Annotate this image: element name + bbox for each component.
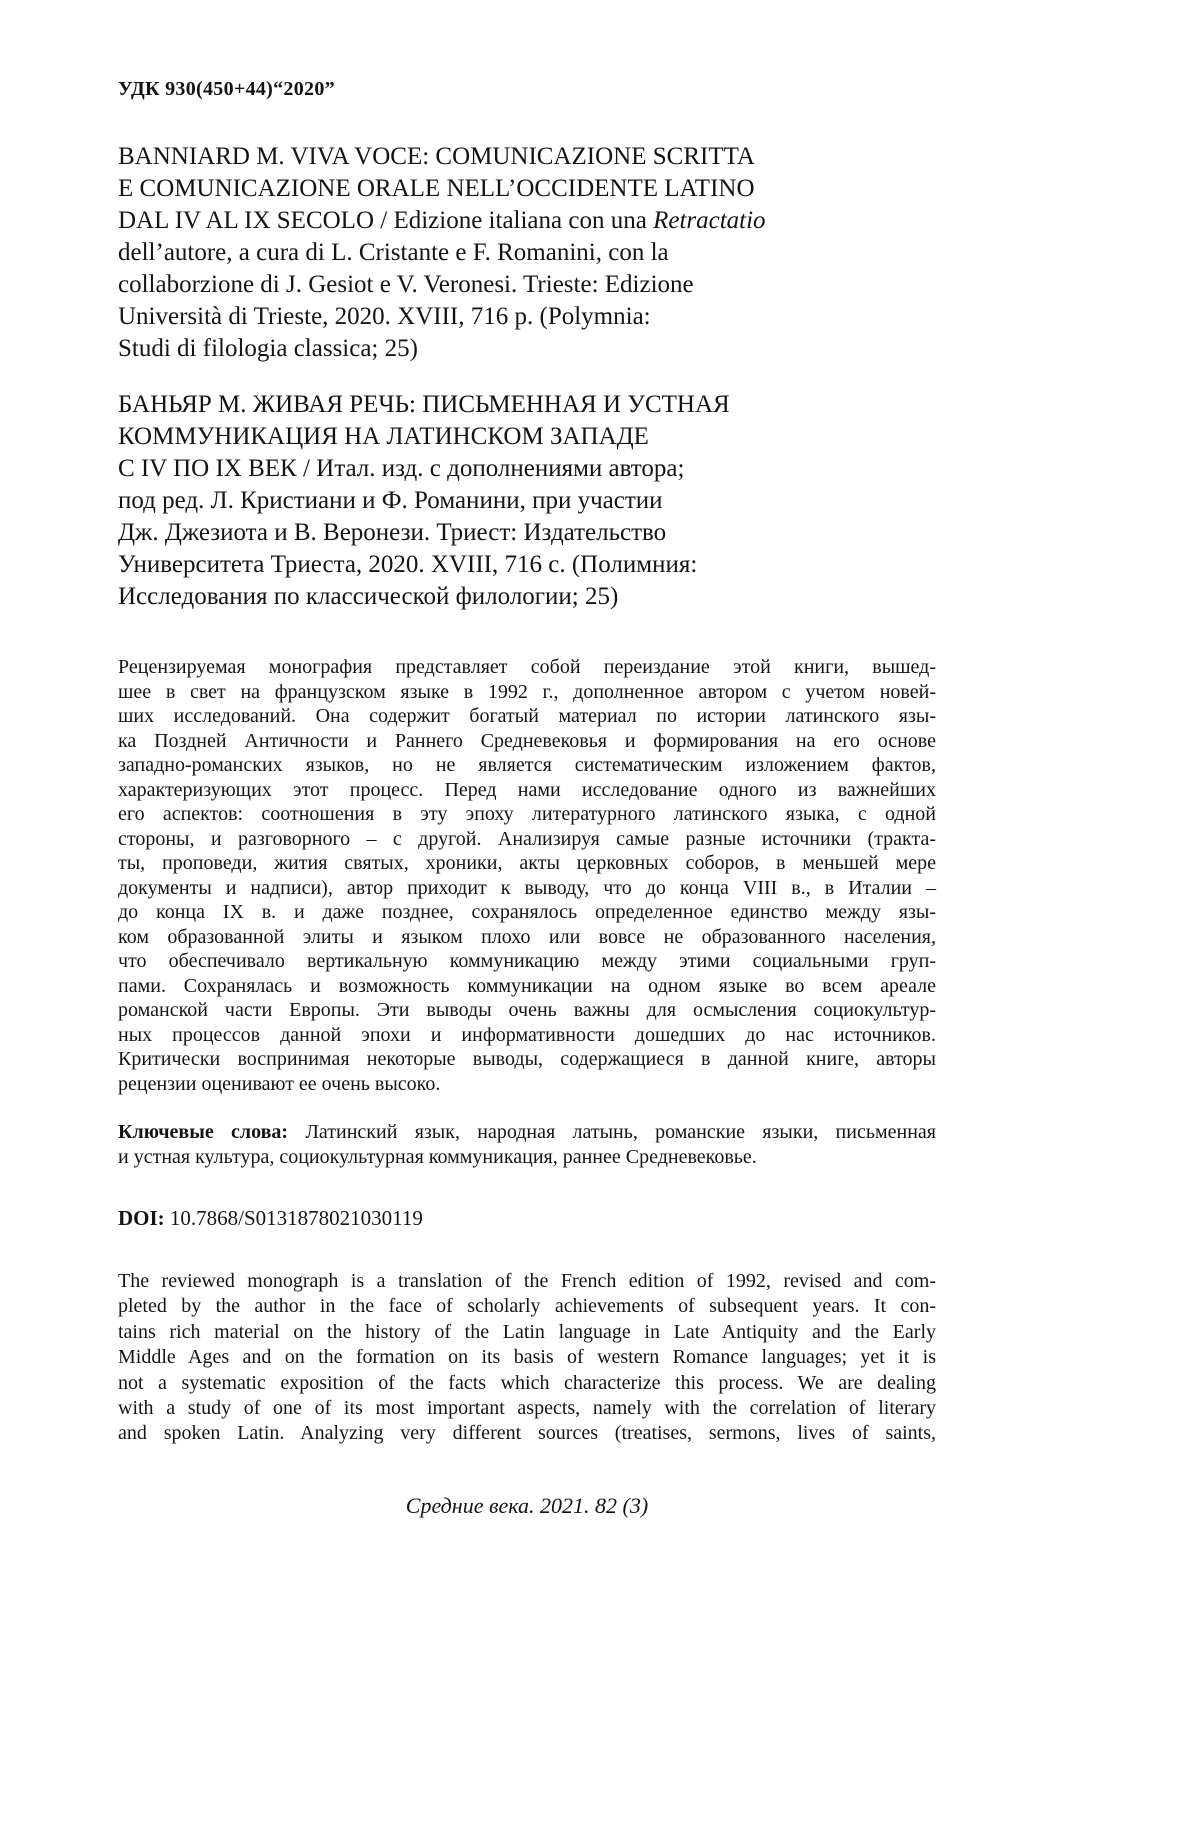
udc-code: УДК 930(450+44)“2020” (118, 78, 335, 100)
document-page (118, 0, 936, 1519)
text-line: Критически воспринимая некоторые выводы, содержащиеся в данной книге, авторы (118, 1048, 936, 1070)
text-line: Университета Триеста, 2020. XVIII, 716 с. (Полимния: (118, 551, 698, 578)
text-line: до конца IX в. и даже позднее, сохранялось определенное единство между язы- (118, 901, 936, 923)
text-line: его аспектов: соотношения в эту эпоху литературного латинского языка, с одной (118, 803, 936, 825)
text-line: БАНЬЯР М. ЖИВАЯ РЕЧЬ: ПИСЬМЕННАЯ И УСТНАЯ (118, 391, 730, 418)
doi-value: 10.7868/S0131878021030119 (164, 1206, 423, 1230)
text-line: шее в свет на французском языке в 1992 г., дополненное автором с учетом новей- (118, 680, 936, 703)
text-line: Рецензируемая монография представляет собой переиздание этой книги, вышед- (118, 656, 936, 678)
text-line: рецензии оценивают ее очень высоко. (118, 1072, 441, 1095)
text-line: Исследования по классической филологии; 25) (118, 583, 619, 610)
abstract-russian (118, 655, 936, 1096)
citation-line-with-italic (118, 205, 936, 237)
keywords-line: и устная культура, социокультурная коммуникация, раннее Средневековье. (118, 1146, 757, 1168)
citation-text: DAL IV AL IX SECOLO / Edizione italiana con una (118, 207, 654, 234)
keywords-label: Ключевые слова: (118, 1121, 289, 1143)
keywords-line (118, 1120, 936, 1145)
text-line: Studi di filologia classica; 25) (118, 335, 418, 362)
text-line: пами. Сохранялась и возможность коммуникации на одном языке во всем ареале (118, 974, 936, 997)
text-line: ком образованной элиты и языком плохо или вовсе не образованного населения, (118, 925, 936, 948)
text-line: pleted by the author in the face of scholarly achievements of subsequent years. It con- (118, 1295, 936, 1318)
citation-russian (118, 389, 936, 613)
text-line: КОММУНИКАЦИЯ НА ЛАТИНСКОМ ЗАПАДЕ (118, 423, 649, 450)
citation-original-lines-before (118, 141, 936, 205)
text-line: Дж. Джезиота и В. Веронези. Триест: Издательство (118, 519, 667, 546)
text-line: под ред. Л. Кристиани и Ф. Романини, при участии (118, 487, 663, 514)
text-line: характеризующих этот процесс. Перед нами исследование одного из важнейших (118, 778, 936, 801)
abstract-english (118, 1269, 936, 1447)
text-line: not a systematic exposition of the facts which characterize this process. We are dealing (118, 1371, 936, 1394)
text-line: dell’autore, a cura di L. Cristante e F. Romanini, con la (118, 239, 669, 266)
text-line: tains rich material on the history of the Latin language in Late Antiquity and the Early (118, 1320, 936, 1343)
text-line: ших исследований. Она содержит богатый материал по истории латинского язы- (118, 705, 936, 727)
text-line: что обеспечивало вертикальную коммуникацию между этими социальными груп- (118, 950, 936, 972)
journal-footer: Средние века. 2021. 82 (3) (405, 1492, 649, 1518)
text-line: С IV ПО IX ВЕК / Итал. изд. с дополнениями автора; (118, 455, 685, 482)
keywords-block (118, 1120, 936, 1170)
keywords-text: Латинский язык, народная латынь, романские языки, письменная (288, 1121, 936, 1143)
text-line: ты, проповеди, жития святых, хроники, акты церковных соборов, в меньшей мере (118, 852, 936, 874)
text-line: BANNIARD M. VIVA VOCE: COMUNICAZIONE SCRITTA (118, 143, 755, 170)
text-line: документы и надписи), автор приходит к выводу, что до конца VIII в., в Италии – (118, 876, 936, 899)
text-line: E COMUNICAZIONE ORALE NELL’OCCIDENTE LATINO (118, 175, 755, 202)
work-title-italic: Retractatio (653, 207, 766, 234)
text-line: and spoken Latin. Analyzing very different sources (treatises, sermons, lives of saints, (118, 1422, 936, 1445)
text-line: with a study of one of its most important aspects, namely with the correlation of literary (118, 1397, 936, 1420)
citation-original-lines-after (118, 237, 936, 365)
citation-original (118, 141, 936, 365)
text-line: стороны, и разговорного – с другой. Анализируя самые разные источники (тракта- (118, 827, 936, 850)
text-line: ных процессов данной эпохи и информативности дошедших до нас источников. (118, 1023, 936, 1046)
text-line: collaborzione di J. Gesiot e V. Veronesi. Trieste: Edizione (118, 271, 694, 298)
doi-label: DOI: (118, 1206, 165, 1230)
text-line: ка Поздней Античности и Раннего Средневековья и формирования на его основе (118, 729, 936, 752)
text-line: Università di Trieste, 2020. XVIII, 716 p. (Polymnia: (118, 303, 651, 330)
text-line: Middle Ages and on the formation on its basis of western Romance languages; yet it is (118, 1346, 936, 1369)
text-line: романской части Европы. Эти выводы очень важны для осмысления социокультур- (118, 999, 936, 1021)
text-line: западно-романских языков, но не является систематическим изложением фактов, (118, 754, 936, 776)
text-line: The reviewed monograph is a translation of the French edition of 1992, revised and com- (118, 1270, 936, 1292)
doi-block (118, 1206, 936, 1231)
